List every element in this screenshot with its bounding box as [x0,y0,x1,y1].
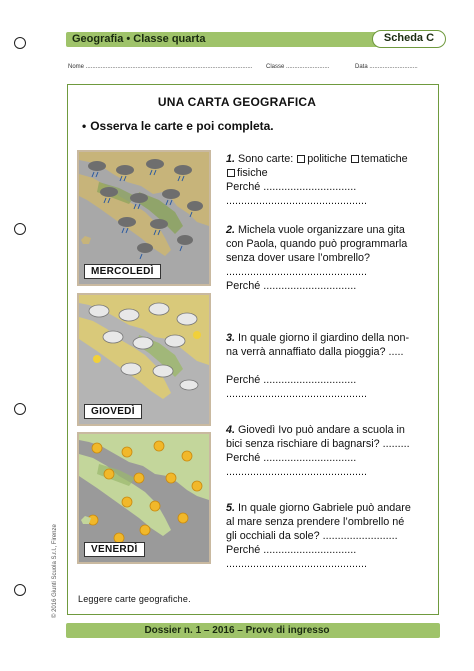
binder-hole [14,584,26,596]
perche-label: Perché [226,181,261,193]
answer-line[interactable]: ............................... [263,374,357,386]
checkbox-politiche[interactable] [297,155,305,163]
answer-line[interactable]: ............................................... [226,388,367,400]
option-label: politiche [307,153,347,165]
map-label-friday: VENERDÌ [84,542,145,557]
question-number: 5. [226,502,236,514]
map-label-wednesday: MERCOLEDÌ [84,264,161,279]
perche-label: Perché [226,452,261,464]
map-wednesday [77,150,211,286]
question-text: na verrà annaffiato dalla pioggia? ..... [226,346,404,358]
question-text: Giovedì Ivo può andare a scuola in [235,424,405,436]
option-label: tematiche [360,153,408,165]
perche-label: Perché [226,374,261,386]
class-field: Classe .......................... [266,64,330,70]
question-text: Sono carte: [235,153,294,165]
question-2 [226,223,438,293]
question-number: 4. [226,424,236,436]
binder-hole [14,403,26,415]
question-text: In quale giorno il giardino della non- [235,332,410,344]
answer-line[interactable]: ............................................... [226,195,367,207]
question-text: al mare senza prendere l’ombrello né [226,516,405,528]
question-text: In quale giorno Gabriele può andare [235,502,411,514]
question-4 [226,423,438,479]
question-text: Michela vuole organizzare una gita [235,224,405,236]
perche-label: Perché [226,544,261,556]
perche-label: Perché [226,280,261,292]
answer-line[interactable]: ............................................... [226,558,367,570]
copyright: © 2016 Giunti Scuola S.r.l., Firenze [52,524,58,618]
question-5 [226,501,438,571]
checkbox-tematiche[interactable] [351,155,359,163]
binder-hole [14,223,26,235]
answer-line[interactable]: ............................... [263,181,357,193]
instruction-text: Osserva le carte e poi completa. [90,119,274,133]
binder-hole [14,37,26,49]
map-friday [77,432,211,564]
option-label: fisiche [237,167,268,179]
question-text: con Paola, quando può programmarla [226,238,408,250]
checkbox-fisiche[interactable] [227,169,235,177]
bullet: • [82,119,87,133]
instruction [82,119,274,133]
answer-line[interactable]: ............................... [263,452,357,464]
map-label-thursday: GIOVEDÌ [84,404,142,419]
answer-line[interactable]: ............................... [263,280,357,292]
scheda-badge: Scheda C [372,30,446,48]
question-3 [226,331,438,401]
question-number: 3. [226,332,236,344]
page-title: UNA CARTA GEOGRAFICA [157,95,317,109]
header-title: Geografia • Classe quarta [72,33,206,45]
date-field: Data ............................. [355,64,418,70]
name-field: Nome .................................................................................................... [68,64,253,70]
question-text: gli occhiali da sole? ......................... [226,530,398,542]
question-text: senza dover usare l’ombrello? [226,252,371,264]
topic-note: Leggere carte geografiche. [78,594,191,604]
question-number: 1. [226,153,236,165]
footer-text: Dossier n. 1 – 2016 – Prove di ingresso [144,625,330,636]
question-number: 2. [226,224,236,236]
answer-line[interactable]: ............................................... [226,466,367,478]
question-1 [226,152,438,208]
question-text: bici senza rischiare di bagnarsi? ......... [226,438,410,450]
answer-line[interactable]: ............................................... [226,266,367,278]
answer-line[interactable]: ............................... [263,544,357,556]
map-thursday [77,293,211,426]
